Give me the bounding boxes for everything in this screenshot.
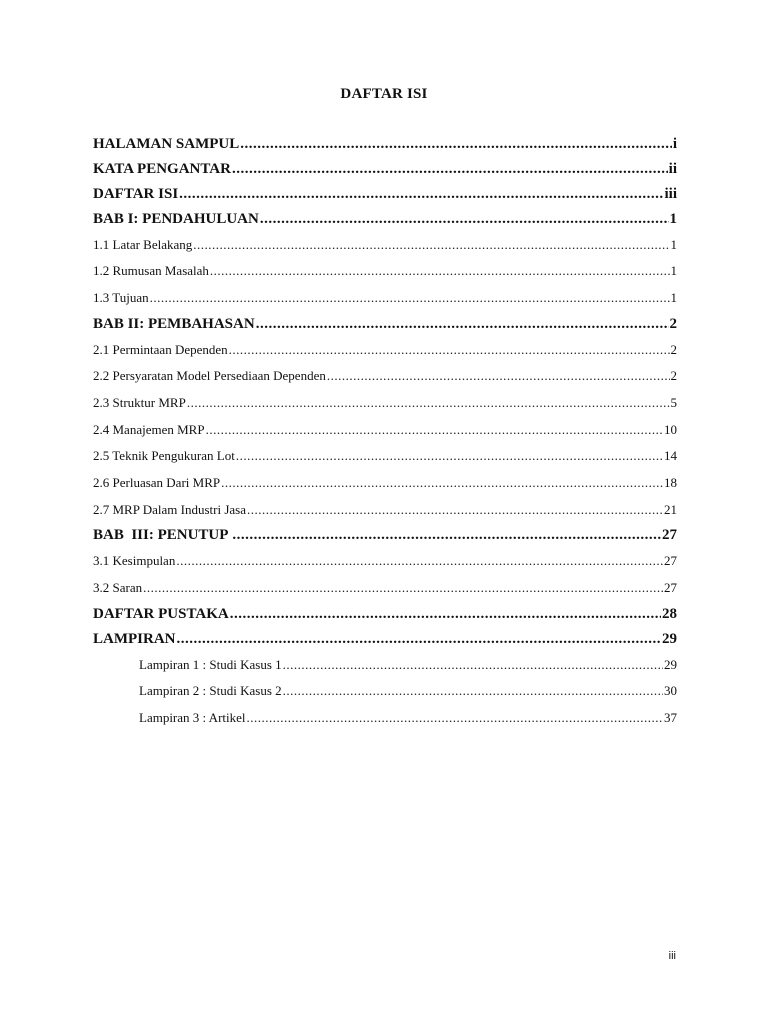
dot-leader	[247, 710, 663, 726]
toc-entry-page: 29	[664, 656, 677, 672]
toc-entry-label: HALAMAN SAMPUL	[93, 135, 240, 152]
toc-entry-label: BAB II: PEMBAHASAN	[93, 315, 255, 332]
page-title: DAFTAR ISI	[340, 86, 428, 102]
toc-entry-label: 2.2 Persyaratan Model Persediaan Dependen	[93, 368, 326, 384]
dot-leader	[232, 527, 661, 544]
toc-entry-label: 2.7 MRP Dalam Industri Jasa	[93, 501, 246, 517]
toc-entry-page: 2	[670, 368, 677, 384]
dot-leader	[247, 502, 663, 518]
toc-entry-lampiran-2[interactable]	[93, 682, 677, 709]
toc-entry-page: 27	[662, 527, 677, 544]
toc-entry-2-3[interactable]	[93, 393, 677, 420]
toc-entry-page: ii	[668, 160, 677, 177]
toc-entry-label: 2.4 Manajemen MRP	[93, 421, 205, 437]
dot-leader	[143, 580, 663, 596]
toc-entry-label: 1.3 Tujuan	[93, 289, 149, 305]
toc-entry-label: 3.1 Kesimpulan	[93, 553, 176, 569]
dot-leader	[187, 395, 670, 411]
dot-leader	[230, 606, 661, 623]
dot-leader	[283, 683, 663, 699]
dot-leader	[206, 422, 663, 438]
toc-entry-1-2[interactable]	[93, 262, 677, 289]
dot-leader	[150, 290, 670, 306]
toc-entry-label: 3.2 Saran	[93, 580, 143, 596]
toc-entry-page: 29	[662, 630, 677, 647]
dot-leader	[176, 553, 663, 569]
dot-leader	[193, 237, 669, 253]
toc-entry-2-2[interactable]	[93, 367, 677, 394]
dot-leader	[327, 368, 670, 384]
toc-entry-page: 10	[664, 421, 677, 437]
toc-entry-daftar-pustaka[interactable]	[93, 605, 677, 630]
toc-entry-page: 30	[664, 683, 677, 699]
toc-entry-label: LAMPIRAN	[93, 630, 176, 647]
dot-leader	[221, 475, 663, 491]
toc-entry-page: 2	[670, 341, 677, 357]
toc-entry-page: 1	[670, 263, 677, 279]
toc-entry-label: 2.6 Perluasan Dari MRP	[93, 475, 221, 490]
dot-leader	[283, 657, 663, 673]
toc-entry-3-1[interactable]	[93, 552, 677, 579]
toc-entry-page: i	[672, 135, 677, 152]
toc-entry-lampiran-3[interactable]	[93, 709, 677, 736]
toc-entry-page: 21	[664, 501, 677, 517]
dot-leader	[232, 161, 668, 178]
toc-entry-label: 2.5 Teknik Pengukuran Lot	[93, 448, 235, 464]
dot-leader	[210, 263, 670, 279]
toc-entry-label: BAB III: PENUTUP	[93, 527, 232, 544]
toc-entry-page: 27	[664, 553, 677, 569]
toc-entry-label: Lampiran 1 : Studi Kasus 1	[139, 656, 282, 672]
toc-entry-halaman-sampul[interactable]	[93, 135, 677, 160]
toc-entry-page: 18	[664, 475, 677, 490]
toc-entry-label: 1.1 Latar Belakang	[93, 236, 193, 252]
dot-leader	[256, 316, 669, 333]
toc-entry-page: iii	[664, 185, 677, 202]
toc-entry-page: 27	[664, 580, 677, 596]
toc-entry-label: Lampiran 2 : Studi Kasus 2	[139, 683, 282, 699]
toc-entry-1-1[interactable]	[93, 235, 677, 262]
toc-entry-page: 14	[664, 448, 677, 464]
toc-entry-page: 37	[664, 710, 677, 726]
toc-entry-2-4[interactable]	[93, 420, 677, 447]
toc-entry-2-7[interactable]	[93, 500, 677, 527]
toc-entry-page: 1	[670, 289, 677, 305]
toc-entry-2-5[interactable]	[93, 447, 677, 474]
toc-entry-label: 2.3 Struktur MRP	[93, 394, 186, 410]
dot-leader	[236, 448, 663, 464]
toc-entry-page: 2	[669, 315, 677, 332]
dot-leader	[260, 211, 669, 228]
toc-entry-daftar-isi[interactable]	[93, 185, 677, 210]
toc-entry-2-6[interactable]	[93, 474, 677, 501]
toc-entry-kata-pengantar[interactable]	[93, 160, 677, 185]
dot-leader	[177, 631, 662, 648]
toc-entry-lampiran-1[interactable]	[93, 655, 677, 682]
dot-leader	[229, 342, 670, 358]
toc-entry-label: DAFTAR PUSTAKA	[93, 605, 229, 622]
toc-entry-bab-1[interactable]	[93, 210, 677, 235]
toc-entry-3-2[interactable]	[93, 579, 677, 606]
toc-entry-page: 5	[670, 394, 677, 410]
toc-entry-label: DAFTAR ISI	[93, 185, 179, 202]
toc-entry-page: 1	[669, 210, 677, 227]
toc-entry-label: 1.2 Rumusan Masalah	[93, 263, 209, 279]
dot-leader	[179, 186, 663, 203]
toc-entry-bab-2[interactable]	[93, 315, 677, 340]
toc-entry-page: 28	[662, 605, 677, 622]
table-of-contents	[93, 135, 677, 735]
toc-entry-label: Lampiran 3 : Artikel	[139, 710, 246, 726]
toc-entry-lampiran[interactable]	[93, 630, 677, 655]
toc-entry-page: 1	[670, 236, 677, 252]
toc-entry-2-1[interactable]	[93, 340, 677, 367]
dot-leader	[240, 136, 672, 153]
toc-entry-label: BAB I: PENDAHULUAN	[93, 210, 259, 227]
toc-entry-1-3[interactable]	[93, 288, 677, 315]
toc-entry-label: 2.1 Permintaan Dependen	[93, 341, 228, 357]
toc-entry-label: KATA PENGANTAR	[93, 160, 231, 177]
footer-page-number: iii	[668, 950, 676, 962]
toc-entry-bab-3[interactable]	[93, 527, 677, 552]
